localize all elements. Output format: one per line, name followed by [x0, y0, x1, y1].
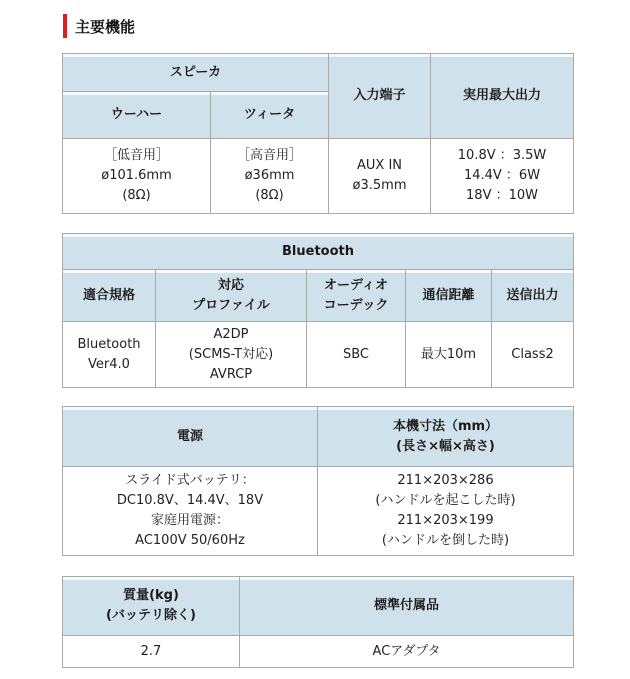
power-cell: Class2 — [492, 322, 574, 388]
speaker-spec-table — [62, 53, 574, 214]
dimensions-header-line1: 本機寸法（mm） — [392, 418, 499, 434]
power-source-cell — [63, 467, 318, 556]
tweeter-usage: ［高音用］ — [237, 148, 303, 163]
dimensions-handle-up-note: (ハンドルを起こした時) — [375, 493, 516, 508]
speaker-header: スピーカ — [63, 54, 329, 92]
standard-version: Ver4.0 — [88, 356, 130, 372]
tweeter-header: ツィータ — [211, 92, 329, 139]
tweeter-diameter: ø36mm — [244, 168, 295, 183]
output-14-4v: 14.4V ：6W — [463, 168, 541, 183]
profile-scms: (SCMS-T対応) — [188, 346, 274, 362]
range-header: 通信距離 — [406, 270, 492, 322]
profile-header: 対応 プロファイル — [156, 270, 307, 322]
dimensions-handle-down: 211×203×199 — [397, 513, 494, 528]
accessory-header: 標準付属品 — [240, 577, 574, 636]
weight-header — [63, 577, 240, 636]
section-heading — [63, 14, 135, 38]
standard-header: 適合規格 — [63, 270, 156, 322]
max-output-header: 実用最大出力 — [431, 54, 574, 139]
weight-header-line2: (バッテリ除く) — [106, 608, 196, 623]
codec-cell: SBC — [307, 322, 406, 388]
profile-avrcp: AVRCP — [209, 366, 253, 382]
standard-name: Bluetooth — [77, 336, 141, 352]
output-18v: 18V ：10W — [466, 188, 538, 203]
profile-cell — [156, 322, 307, 388]
output-10-8v: 10.8V ：3.5W — [457, 148, 547, 163]
household-power-value: AC100V 50/60Hz — [135, 533, 245, 548]
standard-cell — [63, 322, 156, 388]
input-type: AUX IN — [357, 158, 403, 173]
input-terminal-header: 入力端子 — [329, 54, 431, 139]
weight-cell: 2.7 — [63, 636, 240, 668]
power-size-table — [62, 406, 574, 556]
dimensions-header — [318, 407, 574, 467]
power-source-header: 電源 — [63, 407, 318, 467]
heading-accent-bar — [63, 14, 67, 38]
codec-header: オーディオ コーデック — [307, 270, 406, 322]
max-output-cell — [431, 139, 574, 214]
bluetooth-title: Bluetooth — [63, 234, 574, 270]
range-cell: 最大10m — [406, 322, 492, 388]
weight-header-line1: 質量(kg) — [123, 588, 179, 603]
woofer-diameter: ø101.6mm — [101, 168, 172, 183]
woofer-header: ウーハー — [63, 92, 211, 139]
tweeter-impedance: (8Ω) — [255, 188, 284, 203]
dimensions-header-line2: (長さ×幅×高さ) — [396, 438, 495, 454]
woofer-usage: ［低音用］ — [103, 148, 169, 163]
woofer-impedance: (8Ω) — [122, 188, 151, 203]
input-terminal-cell — [329, 139, 431, 214]
household-power-label: 家庭用電源： — [150, 513, 229, 528]
battery-label: スライド式バッテリ： — [125, 473, 255, 488]
section-title: 主要機能 — [75, 17, 136, 36]
bluetooth-spec-table — [62, 233, 574, 388]
woofer-spec-cell — [63, 139, 211, 214]
weight-accessory-table — [62, 576, 574, 668]
dimensions-handle-up: 211×203×286 — [397, 473, 494, 488]
power-header: 送信出力 — [492, 270, 574, 322]
battery-voltages: DC10.8V、14.4V、18V — [116, 493, 264, 508]
dimensions-handle-down-note: (ハンドルを倒した時) — [381, 533, 510, 548]
tweeter-spec-cell — [211, 139, 329, 214]
dimensions-cell — [318, 467, 574, 556]
accessory-cell: ACアダプタ — [240, 636, 574, 668]
input-diameter: ø3.5mm — [352, 178, 407, 193]
profile-a2dp: A2DP — [213, 326, 249, 342]
